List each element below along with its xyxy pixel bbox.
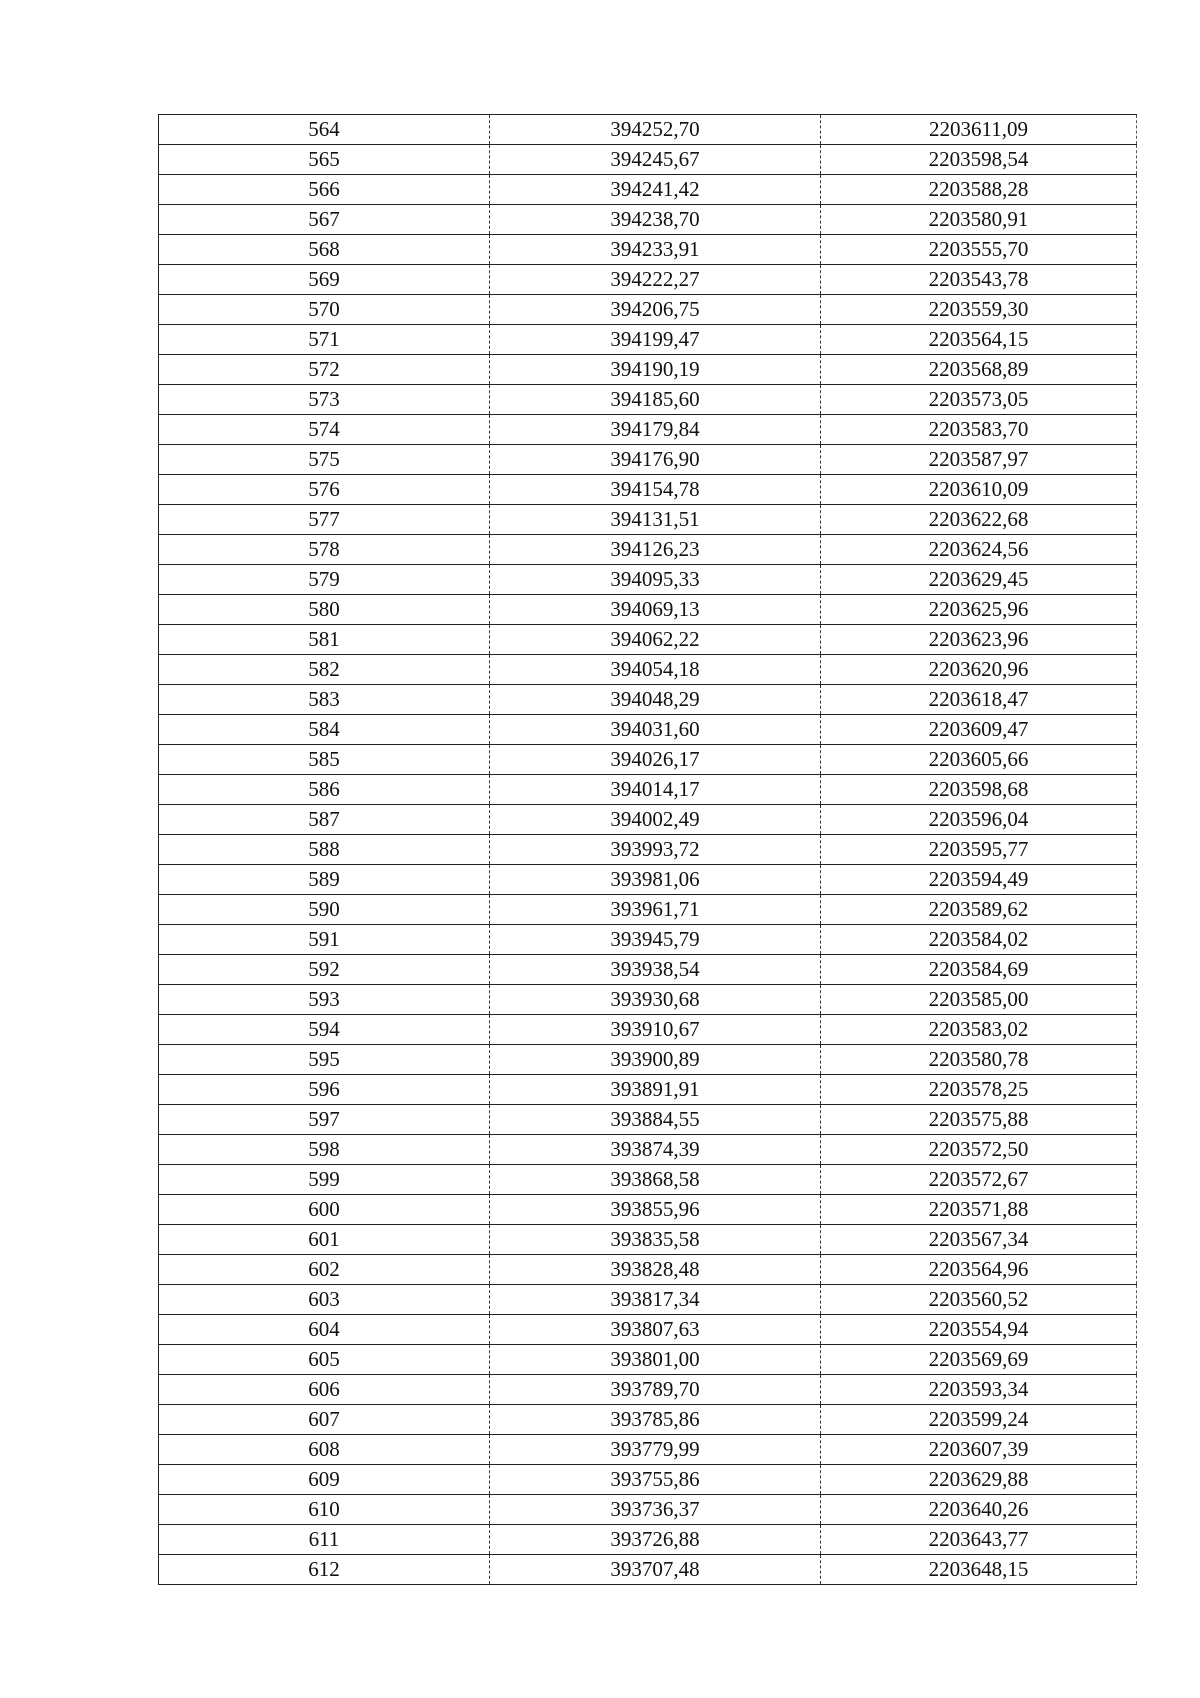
point-number-cell: 608 (159, 1435, 490, 1465)
point-number-cell: 575 (159, 445, 490, 475)
table-row (159, 565, 1137, 595)
x-coordinate-cell: 393707,48 (490, 1555, 821, 1585)
x-coordinate-cell: 394069,13 (490, 595, 821, 625)
point-number-cell: 601 (159, 1225, 490, 1255)
point-number-cell: 596 (159, 1075, 490, 1105)
x-coordinate-cell: 393855,96 (490, 1195, 821, 1225)
y-coordinate-cell: 2203640,26 (821, 1495, 1137, 1525)
point-number-cell: 599 (159, 1165, 490, 1195)
point-number-cell: 569 (159, 265, 490, 295)
point-number-cell: 571 (159, 325, 490, 355)
x-coordinate-cell: 394245,67 (490, 145, 821, 175)
point-number-cell: 577 (159, 505, 490, 535)
x-coordinate-cell: 393779,99 (490, 1435, 821, 1465)
y-coordinate-cell: 2203568,89 (821, 355, 1137, 385)
point-number-cell: 594 (159, 1015, 490, 1045)
x-coordinate-cell: 394131,51 (490, 505, 821, 535)
coordinates-table (158, 114, 1137, 1585)
point-number-cell: 603 (159, 1285, 490, 1315)
point-number-cell: 609 (159, 1465, 490, 1495)
x-coordinate-cell: 393828,48 (490, 1255, 821, 1285)
point-number-cell: 593 (159, 985, 490, 1015)
x-coordinate-cell: 394054,18 (490, 655, 821, 685)
table-row (159, 175, 1137, 205)
point-number-cell: 572 (159, 355, 490, 385)
table-row (159, 1195, 1137, 1225)
y-coordinate-cell: 2203559,30 (821, 295, 1137, 325)
table-row (159, 1285, 1137, 1315)
x-coordinate-cell: 394233,91 (490, 235, 821, 265)
y-coordinate-cell: 2203607,39 (821, 1435, 1137, 1465)
y-coordinate-cell: 2203588,28 (821, 175, 1137, 205)
point-number-cell: 565 (159, 145, 490, 175)
x-coordinate-cell: 393938,54 (490, 955, 821, 985)
y-coordinate-cell: 2203567,34 (821, 1225, 1137, 1255)
point-number-cell: 582 (159, 655, 490, 685)
y-coordinate-cell: 2203605,66 (821, 745, 1137, 775)
table-row (159, 835, 1137, 865)
point-number-cell: 568 (159, 235, 490, 265)
x-coordinate-cell: 393981,06 (490, 865, 821, 895)
table-row (159, 1225, 1137, 1255)
y-coordinate-cell: 2203587,97 (821, 445, 1137, 475)
table-row (159, 1165, 1137, 1195)
y-coordinate-cell: 2203571,88 (821, 1195, 1137, 1225)
point-number-cell: 610 (159, 1495, 490, 1525)
y-coordinate-cell: 2203610,09 (821, 475, 1137, 505)
y-coordinate-cell: 2203594,49 (821, 865, 1137, 895)
table-row (159, 775, 1137, 805)
y-coordinate-cell: 2203598,54 (821, 145, 1137, 175)
table-row (159, 205, 1137, 235)
table-row (159, 1465, 1137, 1495)
point-number-cell: 566 (159, 175, 490, 205)
x-coordinate-cell: 393891,91 (490, 1075, 821, 1105)
point-number-cell: 607 (159, 1405, 490, 1435)
point-number-cell: 597 (159, 1105, 490, 1135)
point-number-cell: 585 (159, 745, 490, 775)
point-number-cell: 573 (159, 385, 490, 415)
x-coordinate-cell: 393789,70 (490, 1375, 821, 1405)
x-coordinate-cell: 394002,49 (490, 805, 821, 835)
table-row (159, 1315, 1137, 1345)
y-coordinate-cell: 2203623,96 (821, 625, 1137, 655)
y-coordinate-cell: 2203599,24 (821, 1405, 1137, 1435)
point-number-cell: 602 (159, 1255, 490, 1285)
table-row (159, 475, 1137, 505)
table-row (159, 1555, 1137, 1585)
y-coordinate-cell: 2203595,77 (821, 835, 1137, 865)
x-coordinate-cell: 393874,39 (490, 1135, 821, 1165)
table-row (159, 1255, 1137, 1285)
table-row (159, 1525, 1137, 1555)
x-coordinate-cell: 393900,89 (490, 1045, 821, 1075)
x-coordinate-cell: 394190,19 (490, 355, 821, 385)
x-coordinate-cell: 394185,60 (490, 385, 821, 415)
table-row (159, 115, 1137, 145)
table-row (159, 265, 1137, 295)
table-row (159, 325, 1137, 355)
y-coordinate-cell: 2203585,00 (821, 985, 1137, 1015)
x-coordinate-cell: 394095,33 (490, 565, 821, 595)
y-coordinate-cell: 2203609,47 (821, 715, 1137, 745)
x-coordinate-cell: 394222,27 (490, 265, 821, 295)
x-coordinate-cell: 393835,58 (490, 1225, 821, 1255)
table-row (159, 1045, 1137, 1075)
x-coordinate-cell: 393868,58 (490, 1165, 821, 1195)
x-coordinate-cell: 394048,29 (490, 685, 821, 715)
table-row (159, 1345, 1137, 1375)
point-number-cell: 592 (159, 955, 490, 985)
x-coordinate-cell: 394031,60 (490, 715, 821, 745)
y-coordinate-cell: 2203611,09 (821, 115, 1137, 145)
y-coordinate-cell: 2203578,25 (821, 1075, 1137, 1105)
y-coordinate-cell: 2203580,78 (821, 1045, 1137, 1075)
y-coordinate-cell: 2203560,52 (821, 1285, 1137, 1315)
y-coordinate-cell: 2203629,88 (821, 1465, 1137, 1495)
point-number-cell: 580 (159, 595, 490, 625)
x-coordinate-cell: 394154,78 (490, 475, 821, 505)
table-row (159, 745, 1137, 775)
table-row (159, 1435, 1137, 1465)
y-coordinate-cell: 2203625,96 (821, 595, 1137, 625)
table-row (159, 625, 1137, 655)
x-coordinate-cell: 394206,75 (490, 295, 821, 325)
table-row (159, 385, 1137, 415)
x-coordinate-cell: 394126,23 (490, 535, 821, 565)
x-coordinate-cell: 393801,00 (490, 1345, 821, 1375)
x-coordinate-cell: 394176,90 (490, 445, 821, 475)
y-coordinate-cell: 2203543,78 (821, 265, 1137, 295)
table-row (159, 1105, 1137, 1135)
point-number-cell: 598 (159, 1135, 490, 1165)
y-coordinate-cell: 2203629,45 (821, 565, 1137, 595)
point-number-cell: 581 (159, 625, 490, 655)
y-coordinate-cell: 2203598,68 (821, 775, 1137, 805)
x-coordinate-cell: 394026,17 (490, 745, 821, 775)
table-row (159, 895, 1137, 925)
y-coordinate-cell: 2203620,96 (821, 655, 1137, 685)
y-coordinate-cell: 2203573,05 (821, 385, 1137, 415)
table-row (159, 1495, 1137, 1525)
x-coordinate-cell: 393930,68 (490, 985, 821, 1015)
x-coordinate-cell: 393884,55 (490, 1105, 821, 1135)
point-number-cell: 567 (159, 205, 490, 235)
y-coordinate-cell: 2203564,96 (821, 1255, 1137, 1285)
x-coordinate-cell: 393736,37 (490, 1495, 821, 1525)
point-number-cell: 611 (159, 1525, 490, 1555)
y-coordinate-cell: 2203643,77 (821, 1525, 1137, 1555)
point-number-cell: 591 (159, 925, 490, 955)
table-row (159, 1405, 1137, 1435)
table-row (159, 145, 1137, 175)
table-row (159, 685, 1137, 715)
table-row (159, 865, 1137, 895)
table-row (159, 445, 1137, 475)
x-coordinate-cell: 394199,47 (490, 325, 821, 355)
point-number-cell: 604 (159, 1315, 490, 1345)
x-coordinate-cell: 394241,42 (490, 175, 821, 205)
point-number-cell: 606 (159, 1375, 490, 1405)
y-coordinate-cell: 2203618,47 (821, 685, 1137, 715)
y-coordinate-cell: 2203572,50 (821, 1135, 1137, 1165)
table-row (159, 355, 1137, 385)
y-coordinate-cell: 2203564,15 (821, 325, 1137, 355)
x-coordinate-cell: 394062,22 (490, 625, 821, 655)
x-coordinate-cell: 393807,63 (490, 1315, 821, 1345)
x-coordinate-cell: 393945,79 (490, 925, 821, 955)
y-coordinate-cell: 2203575,88 (821, 1105, 1137, 1135)
y-coordinate-cell: 2203583,70 (821, 415, 1137, 445)
table-row (159, 295, 1137, 325)
table-row (159, 715, 1137, 745)
point-number-cell: 600 (159, 1195, 490, 1225)
table-row (159, 505, 1137, 535)
x-coordinate-cell: 393785,86 (490, 1405, 821, 1435)
point-number-cell: 589 (159, 865, 490, 895)
table-row (159, 1015, 1137, 1045)
y-coordinate-cell: 2203584,02 (821, 925, 1137, 955)
point-number-cell: 588 (159, 835, 490, 865)
point-number-cell: 574 (159, 415, 490, 445)
table-row (159, 415, 1137, 445)
x-coordinate-cell: 394014,17 (490, 775, 821, 805)
table-row (159, 1135, 1137, 1165)
y-coordinate-cell: 2203596,04 (821, 805, 1137, 835)
y-coordinate-cell: 2203555,70 (821, 235, 1137, 265)
y-coordinate-cell: 2203580,91 (821, 205, 1137, 235)
table-row (159, 235, 1137, 265)
table-row (159, 1075, 1137, 1105)
x-coordinate-cell: 393910,67 (490, 1015, 821, 1045)
y-coordinate-cell: 2203583,02 (821, 1015, 1137, 1045)
y-coordinate-cell: 2203624,56 (821, 535, 1137, 565)
x-coordinate-cell: 393993,72 (490, 835, 821, 865)
point-number-cell: 587 (159, 805, 490, 835)
table-row (159, 595, 1137, 625)
x-coordinate-cell: 393726,88 (490, 1525, 821, 1555)
table-row (159, 925, 1137, 955)
point-number-cell: 576 (159, 475, 490, 505)
x-coordinate-cell: 394238,70 (490, 205, 821, 235)
point-number-cell: 595 (159, 1045, 490, 1075)
x-coordinate-cell: 394252,70 (490, 115, 821, 145)
table-row (159, 655, 1137, 685)
table-row (159, 985, 1137, 1015)
coordinates-table-body (159, 115, 1137, 1585)
y-coordinate-cell: 2203589,62 (821, 895, 1137, 925)
point-number-cell: 564 (159, 115, 490, 145)
y-coordinate-cell: 2203569,69 (821, 1345, 1137, 1375)
table-row (159, 805, 1137, 835)
point-number-cell: 578 (159, 535, 490, 565)
point-number-cell: 583 (159, 685, 490, 715)
table-row (159, 535, 1137, 565)
point-number-cell: 605 (159, 1345, 490, 1375)
point-number-cell: 584 (159, 715, 490, 745)
x-coordinate-cell: 393755,86 (490, 1465, 821, 1495)
point-number-cell: 586 (159, 775, 490, 805)
y-coordinate-cell: 2203648,15 (821, 1555, 1137, 1585)
table-row (159, 1375, 1137, 1405)
y-coordinate-cell: 2203584,69 (821, 955, 1137, 985)
y-coordinate-cell: 2203554,94 (821, 1315, 1137, 1345)
point-number-cell: 612 (159, 1555, 490, 1585)
point-number-cell: 579 (159, 565, 490, 595)
point-number-cell: 570 (159, 295, 490, 325)
y-coordinate-cell: 2203572,67 (821, 1165, 1137, 1195)
point-number-cell: 590 (159, 895, 490, 925)
x-coordinate-cell: 393817,34 (490, 1285, 821, 1315)
x-coordinate-cell: 393961,71 (490, 895, 821, 925)
x-coordinate-cell: 394179,84 (490, 415, 821, 445)
table-row (159, 955, 1137, 985)
y-coordinate-cell: 2203622,68 (821, 505, 1137, 535)
y-coordinate-cell: 2203593,34 (821, 1375, 1137, 1405)
